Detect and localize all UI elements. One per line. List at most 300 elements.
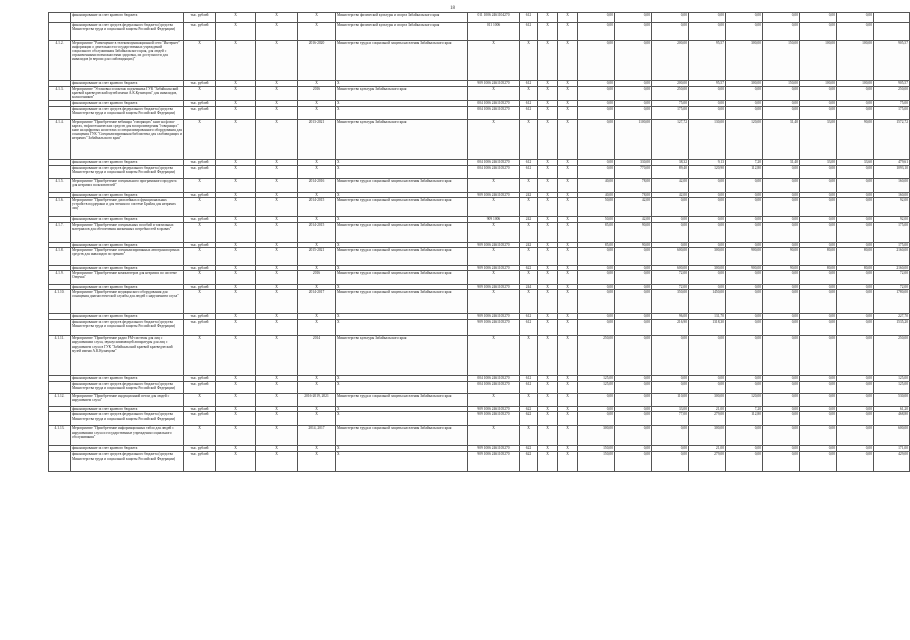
row-name: финансирование за счет средств федерального бюджета (средства Министерства труда и социальной защиты Российской Федерации) — [71, 412, 184, 426]
year-value-cell: 96,00 — [652, 314, 689, 320]
row-number: 4.1.12. — [49, 394, 71, 407]
year-value-cell: 0,00 — [726, 217, 763, 223]
year-value-cell: 33,00 — [652, 407, 689, 412]
year-value-cell: 0,00 — [763, 271, 800, 285]
year-value-cell: 80,00 — [800, 266, 837, 271]
year-value-cell: 0,00 — [800, 223, 837, 243]
year-value-cell: 7,20 — [726, 160, 763, 166]
marker-cell: Х — [558, 394, 578, 407]
year-value-cell: 0,00 — [615, 290, 652, 314]
year-value-cell: 279,00 — [689, 412, 726, 426]
marker-cell: Х — [216, 394, 256, 407]
kbk-cell: 011 1006 — [468, 23, 520, 41]
marker-cell: Х — [256, 120, 298, 160]
year-value-cell: 0,00 — [800, 336, 837, 376]
marker-cell: Х — [216, 320, 256, 336]
unit-cell: Х — [184, 394, 216, 407]
row-number: 4.1.8. — [49, 248, 71, 266]
marker-cell: Х — [558, 223, 578, 243]
marker-cell: Х — [216, 382, 256, 394]
term-cell: 2014-2015 — [298, 223, 336, 243]
vr-cell: 612 — [520, 320, 538, 336]
marker-cell: Х — [538, 248, 558, 266]
year-value-cell: 0,00 — [578, 314, 615, 320]
year-value-cell: 0,00 — [689, 193, 726, 198]
kbk-cell: Х — [468, 223, 520, 243]
funding-row — [49, 452, 910, 472]
row-number — [49, 320, 71, 336]
marker-cell: Х — [216, 166, 256, 179]
year-value-cell: 0,00 — [578, 266, 615, 271]
executor-cell: Х — [336, 285, 468, 290]
executor-cell: Х — [336, 376, 468, 382]
row-name: финансирование за счет средств федерального бюджета (средства Министерства труда и социальной защиты Российской Федерации) — [71, 382, 184, 394]
year-value-cell: 0,00 — [763, 23, 800, 41]
kbk-cell: Х — [468, 394, 520, 407]
year-value-cell: 0,00 — [578, 271, 615, 285]
marker-cell: Х — [558, 336, 578, 376]
funding-row — [49, 107, 910, 120]
year-value-cell: 0,00 — [578, 248, 615, 266]
year-value-cell: 33,00 — [800, 160, 837, 166]
row-name: финансирование за счет краевого бюджета — [71, 266, 184, 271]
year-value-cell: 85,00 — [578, 223, 615, 243]
vr-cell: 612 — [520, 13, 538, 23]
total-cell: 2160,00 — [874, 248, 910, 266]
year-value-cell: 0,00 — [726, 198, 763, 217]
marker-cell: Х — [216, 314, 256, 320]
marker-cell: Х — [538, 446, 558, 452]
marker-cell: Х — [538, 426, 558, 446]
vr-cell: 622 — [520, 266, 538, 271]
row-number — [49, 13, 71, 23]
year-value-cell: 0,00 — [763, 87, 800, 101]
measure-row — [49, 290, 910, 314]
marker-cell: Х — [558, 101, 578, 107]
year-value-cell: 100,00 — [800, 81, 837, 87]
vr-cell: Х — [520, 120, 538, 160]
marker-cell: Х — [256, 382, 298, 394]
year-value-cell: 175,00 — [652, 107, 689, 120]
executor-cell: Х — [336, 320, 468, 336]
executor-cell: Министерство культуры Забайкальского края — [336, 120, 468, 160]
total-cell: 250,00 — [874, 87, 910, 101]
term-cell: 2013-2021 — [298, 120, 336, 160]
total-cell: 175,00 — [874, 223, 910, 243]
kbk-cell: 004 1006 2461105270 — [468, 160, 520, 166]
marker-cell: Х — [558, 446, 578, 452]
year-value-cell: 0,00 — [652, 23, 689, 41]
measure-row — [49, 179, 910, 193]
total-cell — [874, 23, 910, 41]
year-value-cell: 100,00 — [800, 41, 837, 81]
measure-row — [49, 426, 910, 446]
executor-cell: Министерство культуры Забайкальского края — [336, 87, 468, 101]
year-value-cell: 0,00 — [726, 336, 763, 376]
year-value-cell: 0,00 — [800, 382, 837, 394]
row-number: 4.1.4. — [49, 120, 71, 160]
executor-cell: Х — [336, 101, 468, 107]
year-value-cell: 0,00 — [726, 320, 763, 336]
total-cell: 175,00 — [874, 243, 910, 248]
year-value-cell: 0,00 — [763, 107, 800, 120]
year-value-cell: 0,00 — [652, 452, 689, 472]
marker-cell: Х — [538, 107, 558, 120]
unit-cell: Х — [184, 426, 216, 446]
measure-row — [49, 336, 910, 376]
row-name: финансирование за счет краевого бюджета — [71, 407, 184, 412]
year-value-cell: 0,00 — [689, 336, 726, 376]
executor-cell: Министерство труда и социальной защиты населения Забайкальского края — [336, 179, 468, 193]
funding-row — [49, 13, 910, 23]
year-value-cell: 0,00 — [615, 336, 652, 376]
year-value-cell: 0,00 — [763, 446, 800, 452]
year-value-cell: 0,00 — [726, 382, 763, 394]
year-value-cell: 120,00 — [726, 120, 763, 160]
kbk-cell: 909 1006 2461105270 — [468, 81, 520, 87]
executor-cell: Х — [336, 407, 468, 412]
year-value-cell: 0,00 — [726, 452, 763, 472]
total-cell: 1093,10 — [874, 166, 910, 179]
year-value-cell: 0,00 — [763, 217, 800, 223]
marker-cell: Х — [256, 13, 298, 23]
vr-cell: 242 — [520, 243, 538, 248]
measure-row — [49, 394, 910, 407]
year-value-cell: 0,00 — [615, 376, 652, 382]
year-value-cell: 0,00 — [578, 166, 615, 179]
year-value-cell: 110,00 — [652, 394, 689, 407]
marker-cell: Х — [558, 320, 578, 336]
row-name: финансирование за счет краевого бюджета — [71, 376, 184, 382]
year-value-cell: 31,40 — [763, 120, 800, 160]
year-value-cell: 200,00 — [652, 41, 689, 81]
year-value-cell: 0,00 — [615, 248, 652, 266]
year-value-cell: 0,00 — [726, 314, 763, 320]
year-value-cell: 0,00 — [800, 446, 837, 452]
marker-cell: Х — [558, 426, 578, 446]
year-value-cell: 120,90 — [689, 166, 726, 179]
marker-cell: Х — [216, 243, 256, 248]
year-value-cell: 900,00 — [726, 248, 763, 266]
year-value-cell: 0,00 — [800, 452, 837, 472]
year-value-cell: 0,00 — [615, 41, 652, 81]
marker-cell: Х — [256, 81, 298, 87]
row-number: 4.1.6. — [49, 198, 71, 217]
year-value-cell: 600,00 — [652, 266, 689, 271]
unit-cell: тыс. рублей — [184, 160, 216, 166]
executor-cell: Х — [336, 446, 468, 452]
funding-row — [49, 23, 910, 41]
row-name: финансирование за счет средств федерального бюджета (средства Министерства труда и социальной защиты Российской Федерации) — [71, 166, 184, 179]
year-value-cell: 127,72 — [652, 120, 689, 160]
term-cell: Х — [298, 452, 336, 472]
measure-row — [49, 87, 910, 101]
year-value-cell: 0,00 — [615, 107, 652, 120]
year-value-cell: 0,00 — [837, 376, 874, 382]
total-cell: 92,00 — [874, 198, 910, 217]
year-value-cell: 0,00 — [652, 446, 689, 452]
marker-cell: Х — [558, 243, 578, 248]
marker-cell: Х — [256, 193, 298, 198]
year-value-cell: 0,00 — [578, 412, 615, 426]
marker-cell: Х — [256, 107, 298, 120]
marker-cell: Х — [558, 13, 578, 23]
measure-row — [49, 120, 910, 160]
year-value-cell: 600,00 — [652, 248, 689, 266]
term-cell: Х — [298, 193, 336, 198]
year-value-cell: 0,00 — [726, 290, 763, 314]
marker-cell: Х — [216, 336, 256, 376]
total-cell: 479,61 — [874, 160, 910, 166]
year-value-cell: 0,00 — [837, 13, 874, 23]
vr-cell: 612 — [520, 160, 538, 166]
marker-cell: Х — [256, 23, 298, 41]
term-cell: Х — [298, 266, 336, 271]
marker-cell: Х — [256, 407, 298, 412]
total-cell: 1535,20 — [874, 320, 910, 336]
row-name: финансирование за счет средств федерального бюджета (средства Министерства труда и социальной защиты Российской Федерации) — [71, 23, 184, 41]
year-value-cell: 0,00 — [800, 407, 837, 412]
year-value-cell: 85,00 — [578, 243, 615, 248]
unit-cell: тыс. рублей — [184, 285, 216, 290]
executor-cell: Министерство труда и социальной защиты населения Забайкальского края — [336, 426, 468, 446]
year-value-cell: 125,00 — [578, 382, 615, 394]
marker-cell: Х — [216, 426, 256, 446]
row-number: 4.1.2. — [49, 41, 71, 81]
year-value-cell: 0,00 — [763, 290, 800, 314]
year-value-cell: 0,00 — [837, 452, 874, 472]
kbk-cell: Х — [468, 41, 520, 81]
year-value-cell: 40,00 — [578, 179, 615, 193]
marker-cell: Х — [216, 179, 256, 193]
year-value-cell: 9,13 — [689, 160, 726, 166]
kbk-cell: 909 1006 2461105270 — [468, 266, 520, 271]
year-value-cell: 50,00 — [578, 217, 615, 223]
executor-cell: Министерство физической культуры и спорта Забайкальского края — [336, 13, 468, 23]
row-name: Мероприятие "Приобретение специализированных автотранспортных средств для инвалидов по зрению" — [71, 248, 184, 266]
total-cell: 1572,72 — [874, 120, 910, 160]
marker-cell: Х — [256, 87, 298, 101]
marker-cell: Х — [538, 285, 558, 290]
measure-row — [49, 271, 910, 285]
year-value-cell: 80,00 — [800, 248, 837, 266]
executor-cell: Х — [336, 107, 468, 120]
year-value-cell: 300,00 — [689, 394, 726, 407]
year-value-cell: 0,00 — [800, 412, 837, 426]
year-value-cell: 0,00 — [800, 166, 837, 179]
marker-cell: Х — [558, 107, 578, 120]
year-value-cell: 0,00 — [726, 179, 763, 193]
row-number — [49, 412, 71, 426]
year-value-cell: 112,80 — [726, 412, 763, 426]
year-value-cell: 120,00 — [726, 394, 763, 407]
year-value-cell: 770,00 — [615, 166, 652, 179]
marker-cell: Х — [256, 320, 298, 336]
year-value-cell: 300,00 — [578, 426, 615, 446]
year-value-cell: 0,00 — [837, 198, 874, 217]
marker-cell: Х — [558, 248, 578, 266]
vr-cell: 612 — [520, 107, 538, 120]
total-cell: 72,00 — [874, 271, 910, 285]
year-value-cell: 0,00 — [652, 426, 689, 446]
kbk-cell: Х — [468, 290, 520, 314]
row-number: 4.1.7. — [49, 223, 71, 243]
measure-row — [49, 223, 910, 243]
marker-cell: Х — [558, 41, 578, 81]
term-cell: Х — [298, 382, 336, 394]
marker-cell: Х — [558, 285, 578, 290]
total-cell: 61,20 — [874, 407, 910, 412]
executor-cell: Министерство труда и социальной защиты населения Забайкальского края — [336, 271, 468, 285]
kbk-cell: 011 1006 2461104270 — [468, 13, 520, 23]
year-value-cell: 95,57 — [689, 41, 726, 81]
year-value-cell: 0,00 — [689, 87, 726, 101]
marker-cell: Х — [256, 446, 298, 452]
marker-cell: Х — [216, 193, 256, 198]
year-value-cell: 330,00 — [615, 160, 652, 166]
marker-cell: Х — [558, 452, 578, 472]
marker-cell: Х — [538, 120, 558, 160]
year-value-cell: 0,00 — [615, 382, 652, 394]
kbk-cell: 909 1006 2461105270 — [468, 412, 520, 426]
year-value-cell: 78,00 — [615, 193, 652, 198]
executor-cell: Х — [336, 243, 468, 248]
marker-cell: Х — [538, 193, 558, 198]
unit-cell: Х — [184, 41, 216, 81]
total-cell: 125,00 — [874, 376, 910, 382]
total-cell: 905,57 — [874, 81, 910, 87]
year-value-cell: 0,00 — [615, 412, 652, 426]
term-cell: Х — [298, 285, 336, 290]
total-cell: 530,00 — [874, 394, 910, 407]
marker-cell: Х — [256, 248, 298, 266]
year-value-cell: 80,00 — [837, 266, 874, 271]
row-name: Мероприятие "Приобретение медицинского оборудования для оснащения диагностической службы для людей с нарушением слуха" — [71, 290, 184, 314]
year-value-cell: 0,00 — [837, 336, 874, 376]
vr-cell: 622 — [520, 412, 538, 426]
year-value-cell: 0,00 — [726, 376, 763, 382]
year-value-cell: 0,00 — [615, 320, 652, 336]
vr-cell: 612 — [520, 81, 538, 87]
marker-cell: Х — [216, 452, 256, 472]
marker-cell: Х — [558, 407, 578, 412]
year-value-cell: 1318,30 — [689, 320, 726, 336]
kbk-cell: Х — [468, 248, 520, 266]
total-cell: 160,00 — [874, 193, 910, 198]
term-cell: 2014-2017 — [298, 290, 336, 314]
term-cell: Х — [298, 412, 336, 426]
year-value-cell: 0,00 — [689, 376, 726, 382]
unit-cell: тыс. рублей — [184, 314, 216, 320]
kbk-cell: 004 1006 2461105270 — [468, 382, 520, 394]
year-value-cell: 0,00 — [726, 271, 763, 285]
year-value-cell: 0,00 — [578, 320, 615, 336]
row-number — [49, 23, 71, 41]
marker-cell: Х — [558, 166, 578, 179]
vr-cell: 612 — [520, 166, 538, 179]
executor-cell: Х — [336, 266, 468, 271]
kbk-cell: Х — [468, 87, 520, 101]
marker-cell: Х — [256, 271, 298, 285]
year-value-cell: 0,00 — [726, 107, 763, 120]
marker-cell: Х — [538, 166, 558, 179]
row-name: Мероприятие "Приобретение вебинара "говорящих" книг на флэш-картах, тифлотехнических средств для воспроизведения "говорящих" книг на цифровых носителях и специализированного оборудования для оснащения ГУК "Специализированная библиотека для слабовидящих и незрячих" Забайкальского края" — [71, 120, 184, 160]
budget-table-body — [49, 13, 910, 472]
year-value-cell: 0,00 — [837, 394, 874, 407]
row-number: 4.1.10. — [49, 290, 71, 314]
year-value-cell: 0,00 — [615, 452, 652, 472]
unit-cell: Х — [184, 179, 216, 193]
year-value-cell: 0,00 — [689, 101, 726, 107]
marker-cell: Х — [216, 160, 256, 166]
funding-row — [49, 382, 910, 394]
year-value-cell: 0,00 — [652, 243, 689, 248]
year-value-cell: 0,00 — [578, 394, 615, 407]
year-value-cell: 100,00 — [837, 41, 874, 81]
marker-cell: Х — [216, 81, 256, 87]
row-name: финансирование за счет краевого бюджета — [71, 160, 184, 166]
year-value-cell: 0,00 — [578, 120, 615, 160]
year-value-cell: 0,00 — [837, 217, 874, 223]
term-cell: 2016 — [298, 271, 336, 285]
total-cell: 227,70 — [874, 314, 910, 320]
executor-cell: Х — [336, 217, 468, 223]
year-value-cell: 0,00 — [652, 336, 689, 376]
measure-row — [49, 198, 910, 217]
kbk-cell: 004 1006 2461105270 — [468, 107, 520, 120]
term-cell: Х — [298, 446, 336, 452]
vr-cell: 622 — [520, 446, 538, 452]
total-cell: 2160,00 — [874, 266, 910, 271]
year-value-cell: 0,00 — [837, 87, 874, 101]
year-value-cell: 0,00 — [763, 426, 800, 446]
vr-cell: 622 — [520, 407, 538, 412]
executor-cell: Х — [336, 81, 468, 87]
term-cell: Х — [298, 217, 336, 223]
year-value-cell: 90,00 — [837, 120, 874, 160]
year-value-cell: 0,00 — [578, 285, 615, 290]
year-value-cell: 90,00 — [615, 223, 652, 243]
unit-cell: тыс. рублей — [184, 101, 216, 107]
year-value-cell: 0,00 — [837, 285, 874, 290]
year-value-cell: 0,00 — [689, 198, 726, 217]
year-value-cell: 50,00 — [578, 198, 615, 217]
year-value-cell: 0,00 — [837, 243, 874, 248]
year-value-cell: 0,00 — [763, 223, 800, 243]
budget-sheet — [48, 12, 908, 472]
unit-cell: Х — [184, 336, 216, 376]
vr-cell: Х — [520, 223, 538, 243]
term-cell: Х — [298, 314, 336, 320]
year-value-cell: 0,00 — [800, 198, 837, 217]
marker-cell: Х — [256, 179, 298, 193]
row-number: 4.1.5. — [49, 179, 71, 193]
marker-cell: Х — [256, 336, 298, 376]
marker-cell: Х — [558, 412, 578, 426]
year-value-cell: 0,00 — [837, 223, 874, 243]
year-value-cell: 0,00 — [578, 290, 615, 314]
year-value-cell: 0,00 — [652, 198, 689, 217]
kbk-cell: 004 1006 2461105270 — [468, 166, 520, 179]
year-value-cell: 0,00 — [800, 107, 837, 120]
marker-cell: Х — [256, 243, 298, 248]
year-value-cell: 0,00 — [726, 87, 763, 101]
marker-cell: Х — [256, 412, 298, 426]
executor-cell: Министерство труда и социальной защиты населения Забайкальского края — [336, 198, 468, 217]
year-value-cell: 0,00 — [615, 87, 652, 101]
marker-cell: Х — [256, 452, 298, 472]
marker-cell: Х — [538, 217, 558, 223]
